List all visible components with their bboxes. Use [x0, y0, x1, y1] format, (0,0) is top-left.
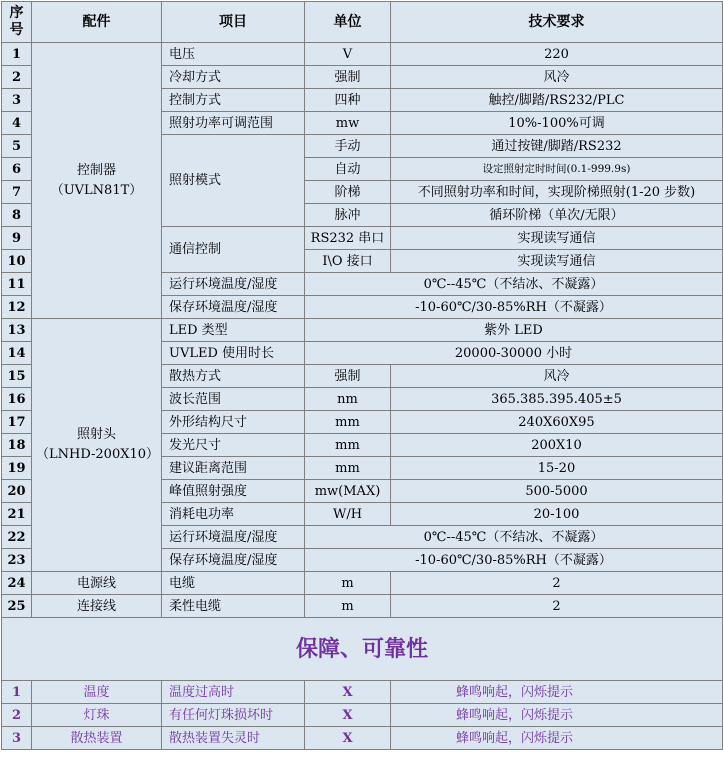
requirement-cell: 200X10 [391, 434, 723, 457]
row-number: 2 [2, 66, 32, 89]
group-communication: 通信控制 [162, 227, 305, 273]
unit-cell: nm [305, 388, 391, 411]
item-cell: 波长范围 [162, 388, 305, 411]
row-number: 22 [2, 526, 32, 549]
requirement-cell: -10-60℃/30-85%RH（不凝露） [305, 296, 723, 319]
reliability-condition: 温度过高时 [162, 681, 305, 704]
table-row [2, 572, 723, 595]
header-item: 项目 [162, 2, 305, 43]
requirement-cell: 500-5000 [391, 480, 723, 503]
unit-cell: 强制 [305, 66, 391, 89]
row-number: 6 [2, 158, 32, 181]
row-number: 4 [2, 112, 32, 135]
item-cell: 照射功率可调范围 [162, 112, 305, 135]
row-number: 23 [2, 549, 32, 572]
unit-cell: RS232 串口 [305, 227, 391, 250]
spec-sheet [1, 1, 722, 750]
component-name: 照射头 [76, 427, 116, 442]
requirement-cell: 触控/脚踏/RS232/PLC [391, 89, 723, 112]
reliability-condition: 有任何灯珠损坏时 [162, 704, 305, 727]
header-requirement: 技术要求 [391, 2, 723, 43]
requirement-cell: 紫外 LED [305, 319, 723, 342]
unit-cell: mw [305, 112, 391, 135]
requirement-cell: 2 [391, 572, 723, 595]
requirement-cell: 2 [391, 595, 723, 618]
requirement-cell: -10-60℃/30-85%RH（不凝露） [305, 549, 723, 572]
item-cell: 保存环境温度/湿度 [162, 296, 305, 319]
row-number: 24 [2, 572, 32, 595]
row-number: 11 [2, 273, 32, 296]
row-number: 7 [2, 181, 32, 204]
item-cell: 建议距离范围 [162, 457, 305, 480]
row-number: 25 [2, 595, 32, 618]
header-seq: 序 号 [2, 2, 32, 43]
row-number: 1 [2, 681, 32, 704]
unit-cell: m [305, 595, 391, 618]
item-cell: 峰值照射强度 [162, 480, 305, 503]
unit-cell: 强制 [305, 365, 391, 388]
reliability-heading-row [2, 618, 723, 681]
reliability-title: 保障、可靠性 [2, 618, 723, 681]
row-number: 19 [2, 457, 32, 480]
component-name: 控制器 [76, 162, 116, 178]
component-connect-cable: 连接线 [32, 595, 162, 618]
requirement-cell: 20-100 [391, 503, 723, 526]
row-number: 14 [2, 342, 32, 365]
item-cell: UVLED 使用时长 [162, 342, 305, 365]
row-number: 3 [2, 89, 32, 112]
reliability-part: 灯珠 [32, 704, 162, 727]
unit-cell: 四种 [305, 89, 391, 112]
reliability-row [2, 704, 723, 727]
row-number: 1 [2, 43, 32, 66]
row-number: 13 [2, 319, 32, 342]
requirement-cell: 240X60X95 [391, 411, 723, 434]
header-component: 配件 [32, 2, 162, 43]
unit-cell: 阶梯 [305, 181, 391, 204]
reliability-response: 蜂鸣响起，闪烁提示 [391, 704, 723, 727]
item-cell: 运行环境温度/湿度 [162, 526, 305, 549]
table-row [2, 319, 723, 342]
item-cell: 消耗电功率 [162, 503, 305, 526]
reliability-response: 蜂鸣响起，闪烁提示 [391, 727, 723, 750]
reliability-response: 蜂鸣响起，闪烁提示 [391, 681, 723, 704]
reliability-row [2, 681, 723, 704]
row-number: 3 [2, 727, 32, 750]
row-number: 10 [2, 250, 32, 273]
component-model: （UVLN81T） [50, 182, 143, 198]
requirement-cell: 0℃--45℃（不结冰、不凝露） [305, 273, 723, 296]
reliability-part: 散热装置 [32, 727, 162, 750]
row-number: 21 [2, 503, 32, 526]
requirement-cell: 循环阶梯（单次/无限） [391, 204, 723, 227]
item-cell: 电缆 [162, 572, 305, 595]
requirement-cell: 通过按键/脚踏/RS232 [391, 135, 723, 158]
unit-cell: mm [305, 411, 391, 434]
table-row [2, 595, 723, 618]
item-cell: 运行环境温度/湿度 [162, 273, 305, 296]
row-number: 16 [2, 388, 32, 411]
requirement-cell: 不同照射功率和时间，实现阶梯照射(1-20 步数) [391, 181, 723, 204]
requirement-cell: 风冷 [391, 66, 723, 89]
row-number: 15 [2, 365, 32, 388]
requirement-cell: 20000-30000 小时 [305, 342, 723, 365]
component-model: （LNHD-200X10） [36, 447, 160, 462]
group-irradiation-mode: 照射模式 [162, 135, 305, 227]
reliability-condition: 散热装置失灵时 [162, 727, 305, 750]
requirement-cell: 实现读写通信 [391, 227, 723, 250]
row-number: 2 [2, 704, 32, 727]
component-controller [32, 43, 162, 319]
item-cell: 外形结构尺寸 [162, 411, 305, 434]
unit-cell: V [305, 43, 391, 66]
unit-cell: mw(MAX) [305, 480, 391, 503]
row-number: 8 [2, 204, 32, 227]
requirement-cell: 220 [391, 43, 723, 66]
requirement-cell: 实现读写通信 [391, 250, 723, 273]
unit-cell: 脉冲 [305, 204, 391, 227]
reliability-mark: X [305, 681, 391, 704]
row-number: 5 [2, 135, 32, 158]
reliability-row [2, 727, 723, 750]
header-row [2, 2, 723, 43]
unit-cell: mm [305, 434, 391, 457]
item-cell: 电压 [162, 43, 305, 66]
unit-cell: mm [305, 457, 391, 480]
item-cell: 控制方式 [162, 89, 305, 112]
unit-cell: W/H [305, 503, 391, 526]
item-cell: 冷却方式 [162, 66, 305, 89]
requirement-cell: 365.385.395.405±5 [391, 388, 723, 411]
reliability-mark: X [305, 704, 391, 727]
unit-cell: 手动 [305, 135, 391, 158]
item-cell: 发光尺寸 [162, 434, 305, 457]
item-cell: 散热方式 [162, 365, 305, 388]
item-cell: 保存环境温度/湿度 [162, 549, 305, 572]
table-row [2, 43, 723, 66]
item-cell: 柔性电缆 [162, 595, 305, 618]
spec-table [1, 1, 723, 750]
requirement-cell: 风冷 [391, 365, 723, 388]
unit-cell: I\O 接口 [305, 250, 391, 273]
row-number: 17 [2, 411, 32, 434]
row-number: 9 [2, 227, 32, 250]
reliability-mark: X [305, 727, 391, 750]
header-unit: 单位 [305, 2, 391, 43]
requirement-cell: 15-20 [391, 457, 723, 480]
unit-cell: 自动 [305, 158, 391, 181]
requirement-cell: 设定照射定时时间(0.1-999.9s) [391, 158, 723, 181]
requirement-cell: 0℃--45℃（不结冰、不凝露） [305, 526, 723, 549]
requirement-cell: 10%-100%可调 [391, 112, 723, 135]
reliability-part: 温度 [32, 681, 162, 704]
item-cell: LED 类型 [162, 319, 305, 342]
row-number: 20 [2, 480, 32, 503]
row-number: 12 [2, 296, 32, 319]
component-power-cable: 电源线 [32, 572, 162, 595]
row-number: 18 [2, 434, 32, 457]
unit-cell: m [305, 572, 391, 595]
component-irradiation-head [32, 319, 162, 572]
